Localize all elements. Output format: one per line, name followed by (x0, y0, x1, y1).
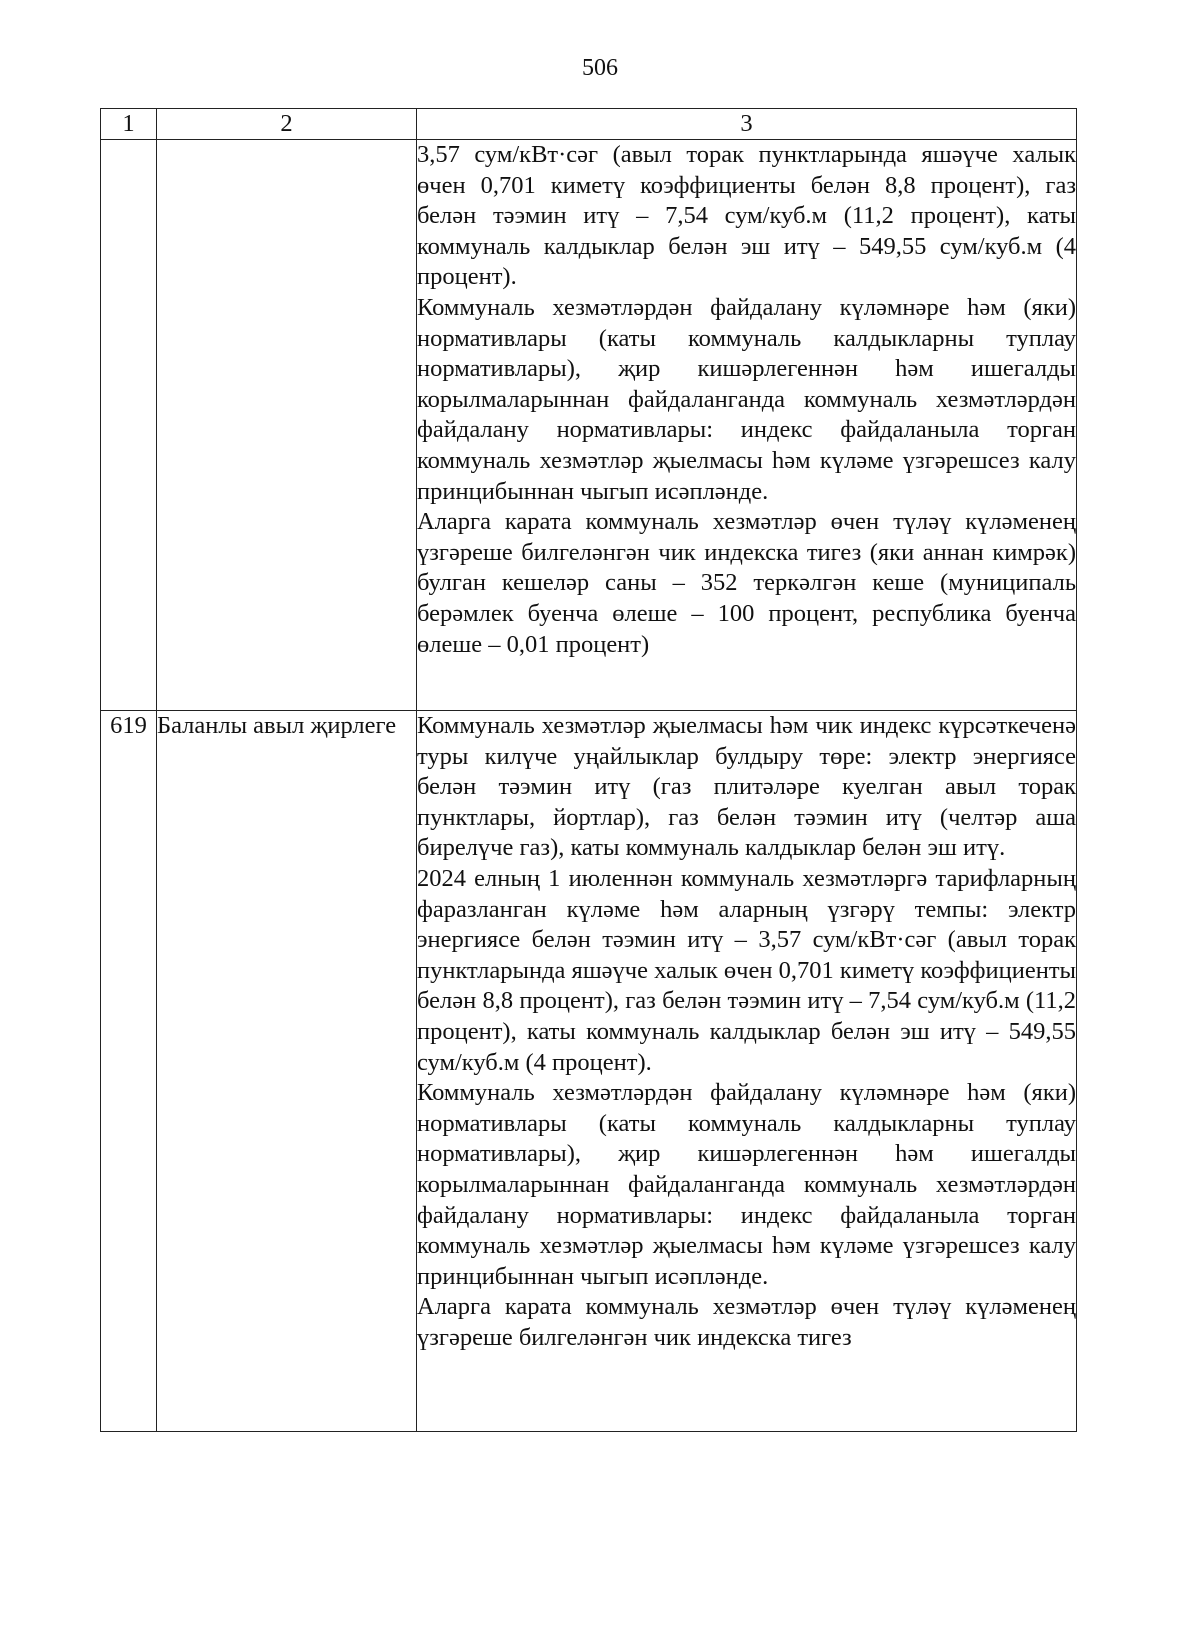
description-paragraph: Аларга карата коммуналь хезмәтләр өчен түләү күләменең үзгәреше билгеләнгән чик индекска тигез (яки аннан кимрәк) булган кешеләр саны – 352 теркәлгән кеше (муниципаль берәмлек буенча өлеше – 100 процент, республика буенча өлеше – 0,01 процент) (417, 508, 1076, 658)
table-row (101, 711, 1077, 1432)
description-paragraph: Аларга карата коммуналь хезмәтләр өчен түләү күләменең үзгәреше билгеләнгән чик индекска тигез (417, 1293, 1076, 1351)
header-cell-name: 2 (157, 109, 417, 140)
description-paragraph: Коммуналь хезмәтләрдән файдалану күләмнәре һәм (яки) нормативлары (каты коммуналь калдыкларны туплау нормативлары), җир кишәрлегеннән һәм ишегалды корылмаларыннан файдаланганда коммуналь хезмәтләрдән файдалану нормативлары: индекс файдаланыла торган коммуналь хезмәтләр җыелмасы һәм күләме үзгәрешсез калу принцибыннан чыгып исәпләнде. (417, 1079, 1076, 1290)
row-description-cell (417, 140, 1077, 711)
page-number: 506 (582, 55, 618, 81)
description-paragraph: 2024 елның 1 июленнән коммуналь хезмәтләргә тарифларның фаразланган күләме һәм аларның үзгәрү темпы: электр энергиясе белән тәэмин итү – 3,57 сум/кВт·сәг (авыл торак пунктларында яшәүче халык өчен 0,701 киметү коэффициенты белән 8,8 процент), газ белән тәэмин итү – 7,54 сум/куб.м (11,2 процент), каты коммуналь калдыклар белән эш итү – 549,55 сум/куб.м (4 процент). (417, 864, 1076, 1076)
header-cell-description: 3 (417, 109, 1077, 140)
row-number-cell (101, 140, 157, 711)
row-description-cell (417, 711, 1077, 1432)
description-paragraph: Коммуналь хезмәтләр җыелмасы һәм чик индекс күрсәткеченә туры килүче уңайлыклар булдыру төре: электр энергиясе белән тәэмин итү (газ плитәләре куелган авыл торак пунктлары, йортлар), газ белән тәэмин итү (челтәр аша бирелүче газ), каты коммуналь калдыклар белән эш итү. (417, 712, 1076, 862)
row-number-cell: 619 (101, 711, 157, 1432)
header-cell-number: 1 (101, 109, 157, 140)
description-paragraph: 3,57 сум/кВт·сәг (авыл торак пунктларында яшәүче халык өчен 0,701 киметү коэффициенты белән 8,8 процент), газ белән тәэмин итү – 7,54 сум/куб.м (11,2 процент), каты коммуналь калдыклар белән эш итү – 549,55 сум/куб.м (4 процент). (417, 141, 1076, 291)
table-row (101, 140, 1077, 711)
table-header-row (101, 109, 1077, 140)
row-name-cell: Баланлы авыл җирлеге (157, 711, 417, 1432)
description-paragraph: Коммуналь хезмәтләрдән файдалану күләмнәре һәм (яки) нормативлары (каты коммуналь калдыкларны туплау нормативлары), җир кишәрлегеннән һәм ишегалды корылмаларыннан файдаланганда коммуналь хезмәтләрдән файдалану нормативлары: индекс файдаланыла торган коммуналь хезмәтләр җыелмасы һәм күләме үзгәрешсез калу принцибыннан чыгып исәпләнде. (417, 293, 1076, 505)
tariff-table (100, 108, 1077, 1432)
row-name-cell (157, 140, 417, 711)
